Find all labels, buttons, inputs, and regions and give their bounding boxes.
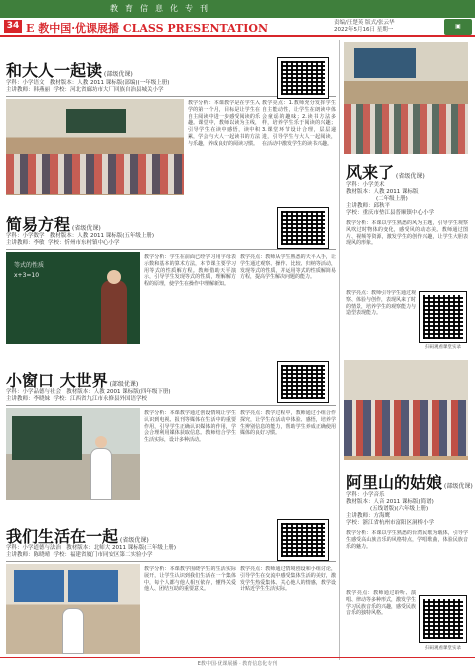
date-line: 2022年5月16日 星期一 (334, 27, 394, 33)
article-title-3: 小窗口 大世界 (部级优课) (6, 371, 139, 390)
paper-logo-icon: ▣ (444, 19, 472, 35)
page-number: 34 (4, 20, 22, 33)
article-title-6: 阿里山的姑娘 (部级优课) (346, 473, 473, 492)
qr-caption-6: 扫码观看课堂实录 (425, 646, 461, 651)
topbar-text: 教育信息化专刊 (110, 4, 215, 13)
article-meta-6: 学科：小学音乐 教材版本：人音 2011 课标版(简谱) (五线谱版)(六年级上册) 主讲教师：方海鹰 学校：浙江省杭州市富阳区洞桥小学 (346, 492, 435, 526)
article-meta-5: 学科：小学美术 教材版本：人教 2011 课标版 (二年级上册) 主讲教师：邱秋平 学校：重庆市垫江县普顺镇中心小学 (346, 182, 435, 216)
qr-code-3[interactable] (278, 362, 328, 402)
classroom-photo-1 (6, 99, 184, 195)
board-text-2: x+3=10 (14, 272, 40, 279)
classroom-photo-2 (6, 252, 140, 344)
article-title-4: 我们生活在一起 (省级优课) (6, 527, 149, 546)
divider (6, 561, 336, 562)
qr-code-5[interactable] (420, 292, 466, 342)
article-body-5b: 教学亮点：教师引导学生通过观察、体验与创作，表现风来了时的情景，培养学生的观察能力与造型表现能力。 (346, 290, 416, 317)
article-body-3b: 教学亮点：教学过程中，教师通过小组合作探究，让学生在活动中体验、感悟，培养学生辨别信息的能力，帮助学生养成正确使用媒体的良好习惯。 (240, 410, 336, 437)
article-body-6b: 教学亮点：教师通过聆听、演唱、律动等多种形式，激发学生学习民族音乐的兴趣，感受民族音乐的独特风格。 (346, 590, 416, 617)
article-meta-3: 学科：小学品德与社会 教材版本：人教 2001 课标版(四年级下册) 主讲教师：李晓妹 学校：江西省九江市永修县外国语学校 (6, 389, 171, 402)
article-body-2a: 教学分析：学生在前面已经学习用字母表示数和基本的算术方法，本节课主要学习用等式的性质解方程。教师借助天平演示，引导学生发现等式的性质，理解解方程的原理，使学生在操作中理解新知。 (144, 254, 236, 288)
column-divider (339, 40, 340, 660)
footer-rule (0, 657, 475, 658)
qr-caption-5: 扫码观看课堂实录 (425, 345, 461, 350)
article-title-5: 风来了 (省级优课) (346, 163, 425, 182)
article-body-4b: 教学亮点：教师通过情境创设和小组讨论，引导学生在交流中感受集体生活的美好，激发学生热爱集体、关心他人的情感，教学设计贴近学生生活实际。 (240, 566, 336, 593)
article-body-2b: 教学亮点：教师从学生熟悉的天平入手，让学生通过观察、操作、比较、归纳等活动，发现等式的性质，并运用等式的性质解简易方程，提高学生解决问题的能力。 (240, 254, 336, 281)
classroom-photo-6 (344, 360, 468, 460)
classroom-photo-4 (6, 564, 140, 654)
classroom-photo-3 (6, 408, 140, 500)
article-body-6a: 教学分析：本课以学生熟悉的台湾民歌为载体，引导学生感受高山族音乐的风格特点，学唱歌曲，体验民族音乐的魅力。 (346, 530, 468, 550)
page-title: E 教中国·优课展播 CLASS PRESENTATION (26, 22, 269, 35)
article-title-1: 和大人一起读 (部级优课) (6, 61, 133, 80)
article-body-4a: 教学分析：本课教学围绕学生的生活实际展开，让学生认识到我们生活在一个集体中，每个人都与他人相互依存，懂得关爱他人、团结互助的重要意义。 (144, 566, 236, 593)
divider (6, 405, 336, 406)
classroom-photo-5 (344, 42, 468, 154)
qr-code-4[interactable] (278, 520, 328, 560)
article-body-1a: 教学分析：本课教学是在学生入学的第一个月，目标是让学生在自主阅读中进一步感受阅读的乐趣。课堂中，教师以读为主线，引导学生在读中感悟，读中积累，学会与大人一起读书的方法与乐趣，养成良好的阅读习惯。 (188, 100, 260, 147)
article-body-5a: 教学分析：本课以学生熟悉的风为主题，引导学生观察风吹过时物体的变化，感受风的动态美。教师通过图片、视频等资源，激发学生的创作兴趣，让学生大胆表现风的形象。 (346, 220, 468, 247)
footer-text: E教中国·优课展播 · 教育信息化专刊 (197, 661, 278, 667)
article-meta-1: 学科：小学语文 教材版本：人教 2011 课标版(部编)(一年级上册) 主讲教师：韩燕丽 学校：河北省廊坊市大厂回族自治县城关小学 (6, 80, 170, 93)
article-body-3a: 教学分析：本课教学通过创设情境让学生认识到电视、报刊等媒体在生活中的重要作用，引导学生正确认识媒体的作用，学会合理利用媒体获取信息。教师结合学生生活实际，设计多种活动。 (144, 410, 236, 444)
board-text-1: 等式的性质 (14, 262, 45, 269)
article-title-2: 简易方程 (省级优课) (6, 215, 101, 234)
qr-code-6[interactable] (420, 596, 466, 642)
article-meta-4: 学科：小学道德与法治 教材版本：北师大 2011 课标版(三年级上册) 主讲教师：陈晓晴 学校：福建省厦门市同安区第二实验小学 (6, 545, 177, 558)
top-banner (0, 0, 475, 18)
qr-code-1[interactable] (278, 58, 328, 98)
article-meta-2: 学科：小学数学 教材版本：人教 2011 课标版(五年级上册) 主讲教师：李敏 学校：忻州市东村镇中心小学 (6, 233, 155, 246)
qr-code-2[interactable] (278, 208, 328, 248)
article-body-1b: 教学亮点：1.教师充分发挥学生自主能动性，让学生在朗读中体会童谣的趣味；2.读书方法多样，培养学生乐于阅读的兴趣；3.课堂环节设计合理，层层递进，引导学生与大人一起阅读，在活动中激发学生的读书兴趣。 (262, 100, 336, 147)
divider (6, 249, 336, 250)
header-info (334, 20, 394, 34)
editor-line: 责编/汪楚英 版式/张云华 (334, 20, 395, 26)
header-rule (0, 35, 475, 37)
